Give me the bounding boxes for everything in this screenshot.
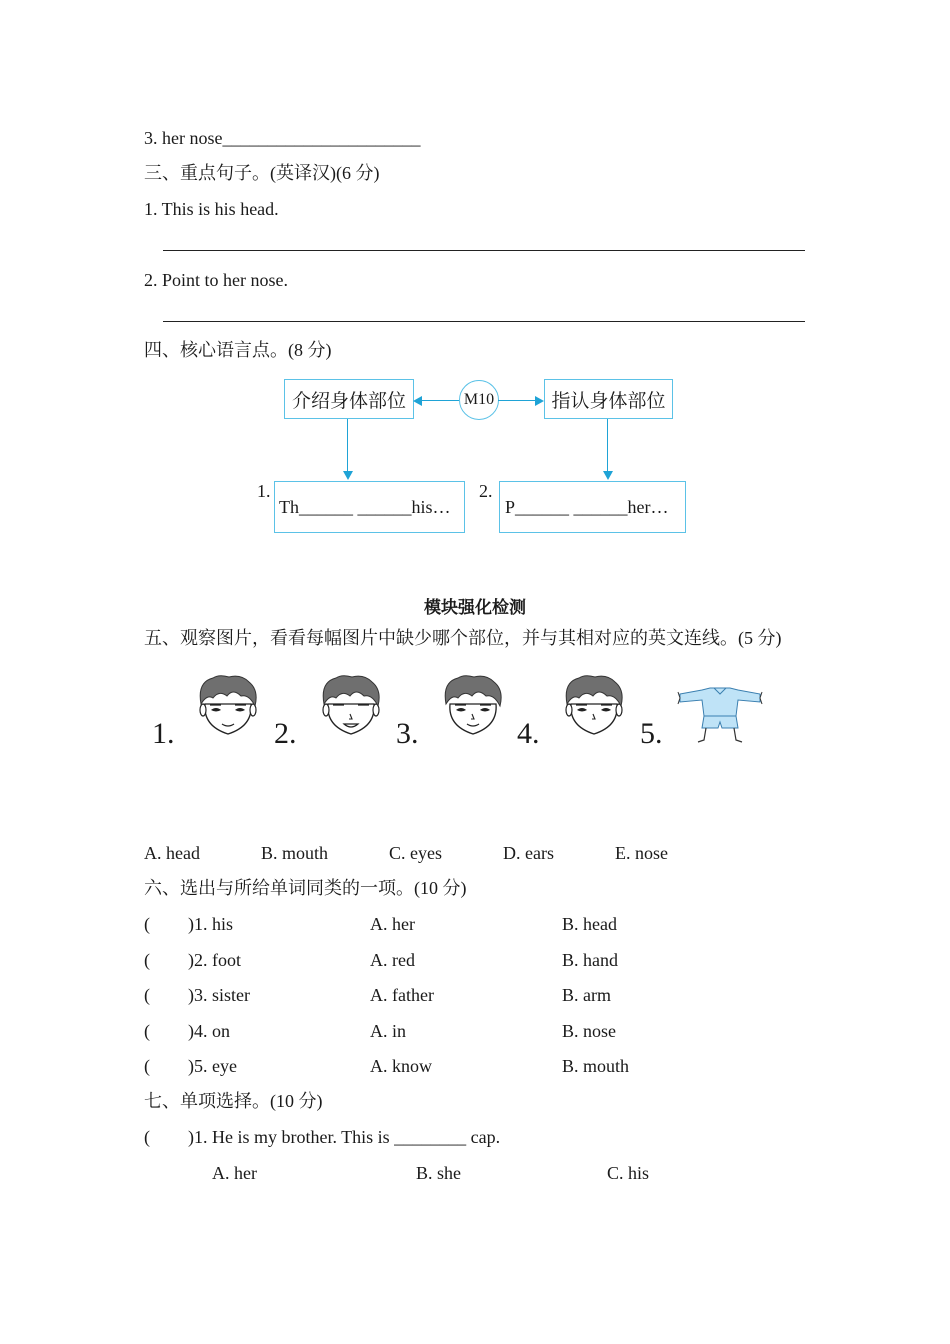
choice-b[interactable]: B. hand <box>562 950 618 970</box>
question: )1. his <box>188 914 233 934</box>
choice-b[interactable]: B. head <box>562 914 617 934</box>
picture-number-2: 2. <box>274 717 297 750</box>
section2-item-3: 3. her nose______________________ <box>144 128 421 148</box>
section3-item-1: 1. This is his head. <box>144 199 279 219</box>
face-missing-eyes-icon <box>320 674 382 738</box>
choice-b[interactable]: B. nose <box>562 1021 616 1041</box>
arrow-down-left-line <box>347 419 348 471</box>
answer-box-2[interactable]: P______ ______her… <box>499 481 686 533</box>
answer-paren[interactable]: ( <box>144 1021 150 1041</box>
body-missing-head-icon <box>676 686 764 746</box>
choice-b[interactable]: B. she <box>416 1163 461 1183</box>
face-missing-nose-icon <box>197 674 259 738</box>
answer-paren[interactable]: ( <box>144 1056 150 1076</box>
answer-paren[interactable]: ( <box>144 1127 150 1147</box>
answer-box-1[interactable]: Th______ ______his… <box>274 481 465 533</box>
choice-a[interactable]: A. red <box>370 950 415 970</box>
picture-number-5: 5. <box>640 717 663 750</box>
answer-line-1[interactable] <box>163 250 805 251</box>
right-topic-box: 指认身体部位 <box>544 379 673 419</box>
choice-b[interactable]: B. mouth <box>562 1056 630 1076</box>
choice-b[interactable]: B. arm <box>562 985 611 1005</box>
answer-line-2[interactable] <box>163 321 805 322</box>
option-e[interactable]: E. nose <box>615 843 668 863</box>
answer-paren[interactable]: ( <box>144 985 150 1005</box>
section4-heading: 四、核心语言点。(8 分) <box>144 340 332 360</box>
choice-a[interactable]: A. her <box>212 1163 257 1183</box>
answer-box-2-number: 2. <box>479 481 493 501</box>
question: )4. on <box>188 1021 230 1041</box>
center-circle: M10 <box>459 380 499 420</box>
arrow-right-line <box>498 400 536 401</box>
section3-item-2: 2. Point to her nose. <box>144 270 288 290</box>
choice-c[interactable]: C. his <box>607 1163 650 1183</box>
picture-number-1: 1. <box>152 717 175 750</box>
arrow-left-line <box>421 400 459 401</box>
choice-a[interactable]: A. know <box>370 1056 432 1076</box>
arrow-down-right-head-icon <box>603 471 613 480</box>
choice-a[interactable]: A. in <box>370 1021 406 1041</box>
arrow-down-right-line <box>607 419 608 471</box>
left-topic-box: 介绍身体部位 <box>284 379 414 419</box>
option-a[interactable]: A. head <box>144 843 200 863</box>
choice-a[interactable]: A. father <box>370 985 434 1005</box>
option-c[interactable]: C. eyes <box>389 843 442 863</box>
choice-a[interactable]: A. her <box>370 914 415 934</box>
option-d[interactable]: D. ears <box>503 843 554 863</box>
arrow-left-head-icon <box>413 396 422 406</box>
face-missing-ears-icon <box>442 674 504 738</box>
section7-heading: 七、单项选择。(10 分) <box>144 1091 323 1111</box>
arrow-down-left-head-icon <box>343 471 353 480</box>
picture-number-3: 3. <box>396 717 419 750</box>
option-b[interactable]: B. mouth <box>261 843 329 863</box>
face-missing-mouth-icon <box>563 674 625 738</box>
answer-paren[interactable]: ( <box>144 914 150 934</box>
section6-heading: 六、选出与所给单词同类的一项。(10 分) <box>144 878 467 898</box>
answer-paren[interactable]: ( <box>144 950 150 970</box>
picture-number-4: 4. <box>517 717 540 750</box>
arrow-right-head-icon <box>535 396 544 406</box>
section3-heading: 三、重点句子。(英译汉)(6 分) <box>144 163 380 183</box>
question: )3. sister <box>188 985 250 1005</box>
question: )5. eye <box>188 1056 237 1076</box>
answer-box-1-number: 1. <box>257 481 271 501</box>
question: )2. foot <box>188 950 241 970</box>
section5-heading: 五、观察图片，看看每幅图片中缺少哪个部位，并与其相对应的英文连线。(5 分) <box>144 628 782 648</box>
question-stem: )1. He is my brother. This is ________ cap. <box>188 1127 501 1147</box>
module-title: 模块强化检测 <box>424 598 526 618</box>
